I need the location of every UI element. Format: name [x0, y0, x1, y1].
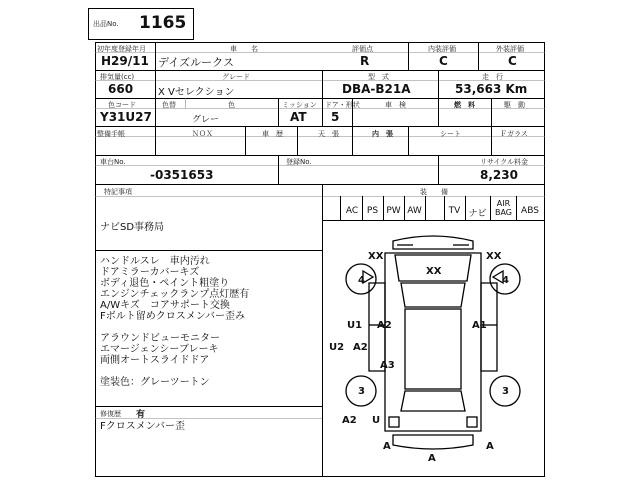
damage-code-a3: A3 — [380, 360, 395, 371]
note-line: ドアミラーカバーキズ — [100, 267, 200, 278]
grade: X Vセレクション — [158, 87, 235, 98]
lot-number: 1165 — [139, 13, 187, 33]
doors-label: ドア・形状 — [325, 101, 360, 109]
equip-pw: PW — [386, 206, 401, 216]
maintenance-label: 整備手帳 — [97, 130, 125, 138]
mileage-label: 走 行 — [482, 73, 503, 81]
model-label: 型 式 — [368, 73, 389, 81]
damage-code-roof-front: XX — [426, 266, 442, 277]
mission-label: ミッション — [282, 101, 317, 109]
windshield-label: Ｆガラス — [500, 130, 528, 138]
damage-code-u1: U1 — [347, 320, 363, 331]
damage-code-a2-left: A2 — [377, 320, 392, 331]
transmission: AT — [290, 110, 307, 124]
fuel-label: 燃 料 — [454, 101, 475, 109]
equip-ps: PS — [366, 206, 379, 216]
damage-code-a1: A1 — [472, 320, 487, 331]
note-line: エマージェンシーブレーキ — [100, 344, 219, 355]
interior-label: 内装評価 — [428, 45, 456, 53]
score-label: 評価点 — [352, 45, 373, 53]
notes-line-1: ナビSD事務局 — [100, 222, 165, 233]
chassis-number: -0351653 — [150, 168, 214, 182]
repair-label: 修復歴 — [100, 410, 121, 418]
nox-label: ＮＯＸ — [192, 130, 213, 138]
color-label: 色 — [228, 101, 235, 109]
note-line: 両側オートスライドドア — [100, 355, 210, 366]
ceiling-label: 天 張 — [318, 130, 339, 138]
color-code-label: 色コード — [108, 101, 136, 109]
damage-code-wheel-fr: 4 — [502, 275, 509, 286]
note-line — [100, 322, 249, 333]
color-code: Y31U27 — [100, 110, 152, 124]
mileage: 53,663 Km — [455, 82, 528, 96]
equip-tv: TV — [448, 206, 461, 216]
car-name: デイズルークス — [158, 56, 235, 69]
registration-label: 登録No. — [286, 158, 312, 166]
equipment-label: 装 備 — [420, 188, 448, 196]
damage-code-wheel-fl: 4 — [358, 275, 365, 286]
equip-abs: ABS — [521, 206, 539, 216]
damage-code-wheel-rr: 3 — [502, 386, 509, 397]
damage-code-a-rear: A — [428, 453, 436, 464]
grade-label: グレード — [222, 73, 250, 81]
note-line: ハンドルスレ 車内汚れ — [100, 256, 210, 267]
drive-label: 駆 動 — [504, 101, 525, 109]
exterior-label: 外装評価 — [496, 45, 524, 53]
equip-aw: AW — [407, 206, 422, 216]
recycle-fee: 8,230 — [480, 168, 518, 182]
cc-label: 排気量(cc) — [100, 73, 135, 81]
note-line: アラウンドビューモニター — [100, 333, 220, 344]
damage-code-a2-bottom: A2 — [342, 415, 357, 426]
note-line: 塗装色：グレーツートン — [100, 377, 210, 388]
history-label: 車 歴 — [262, 130, 283, 138]
exterior-grade: C — [508, 54, 517, 68]
damage-code-front-left: XX — [368, 251, 384, 262]
note-line: ボディ退色・ペイント粗塗り — [100, 278, 230, 289]
note-line — [100, 366, 249, 377]
note-line: エンジンチェックランプ点灯歴有 — [100, 289, 250, 300]
car-name-label: 車 名 — [230, 45, 258, 53]
repair-value: 有 — [136, 410, 146, 420]
note-line: Fボルト留めクロスメンバー歪み — [100, 311, 246, 322]
damage-code-a2-mid: A2 — [353, 342, 368, 353]
damage-code-u2: U2 — [329, 342, 345, 353]
model-code: DBA-B21A — [342, 82, 411, 96]
interior-lining-label: 内 張 — [372, 130, 393, 138]
damage-code-a-rear-left: A — [383, 441, 391, 452]
seat-label: シート — [440, 130, 461, 138]
repair-detail: Fクロスメンバー歪 — [100, 421, 186, 432]
recycle-label: リサイクル料金 — [480, 158, 529, 166]
damage-code-wheel-rl: 3 — [358, 386, 365, 397]
inspection-label: 車 検 — [385, 101, 406, 109]
color-change-label: 色替 — [162, 101, 176, 109]
notes-label: 特記事項 — [104, 188, 132, 196]
chassis-label: 車台No. — [100, 158, 126, 166]
interior-grade: C — [439, 54, 448, 68]
damage-code-front-right: XX — [486, 251, 502, 262]
equip-ac: AC — [345, 206, 359, 216]
engine-cc: 660 — [108, 82, 134, 96]
equip-airbag: AIR BAG — [494, 199, 513, 217]
color: グレー — [192, 115, 220, 125]
lot-label: 出品No. — [93, 20, 119, 28]
note-line: A/Wキズ コアサポート交換 — [100, 300, 230, 311]
damage-code-a-rear-right: A — [486, 441, 494, 452]
damage-code-u-bottom: U — [372, 415, 381, 426]
notes-block — [100, 256, 249, 388]
equip-navi: ナビ — [468, 209, 487, 219]
auction-score: R — [360, 54, 370, 68]
doors: 5 — [331, 110, 340, 124]
year-label: 初年度登録年月 — [97, 45, 146, 53]
first-registration: H29/11 — [101, 54, 149, 68]
